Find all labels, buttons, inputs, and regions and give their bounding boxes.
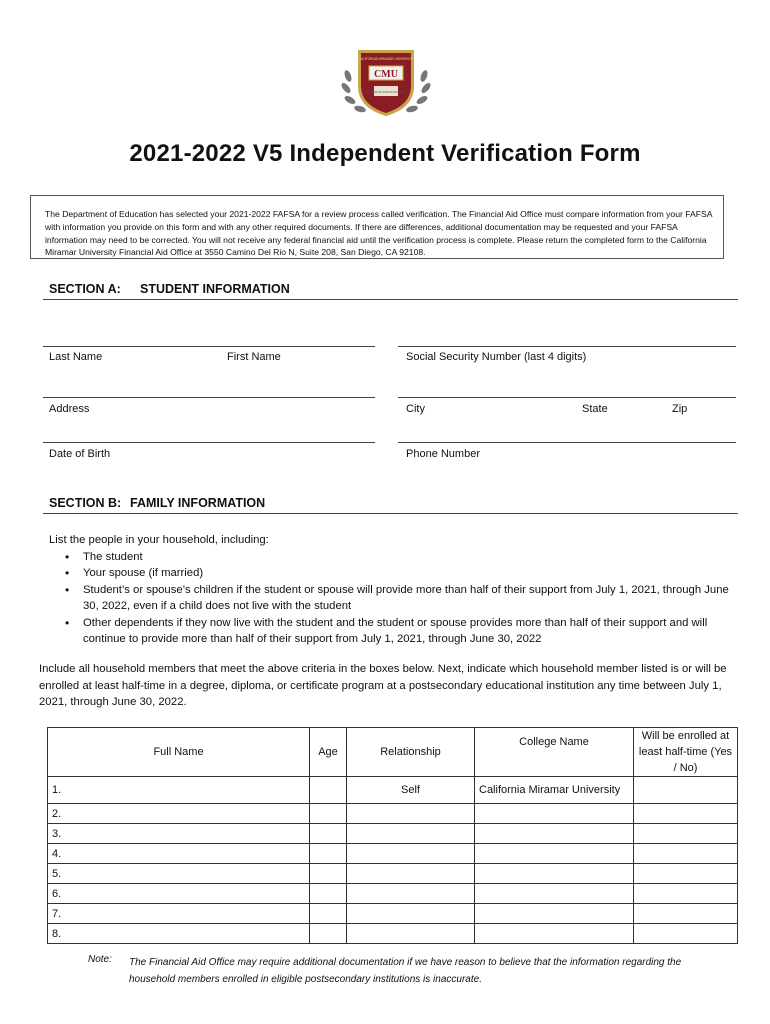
first-name-label: First Name [227,351,281,363]
table-row [48,824,738,844]
num-cell[interactable]: 8. [48,924,310,944]
section-a-rule [43,299,738,300]
phone-line[interactable] [398,442,736,443]
list-item: • Other dependents if they now live with the student and the student or spouse provides more than half of their support and will continue to provide more than half of their support from July 1, 2021, through June 30, 2022 [49,615,739,648]
col-enrolled: Will be enrolled at least half-time (Yes / No) [634,728,738,777]
table-row [48,884,738,904]
household-list [49,532,739,648]
age-cell[interactable] [310,864,347,884]
college-cell[interactable] [475,884,634,904]
relationship-cell[interactable] [347,804,475,824]
relationship-cell[interactable] [347,924,475,944]
last-name-label: Last Name [49,351,103,363]
household-table [47,727,738,944]
section-a-label: SECTION A: [49,282,121,296]
relationship-cell[interactable] [347,824,475,844]
col-relationship: Relationship [347,728,475,777]
name-line[interactable] [43,346,375,347]
university-logo [336,46,436,118]
num-cell[interactable]: 4. [48,844,310,864]
age-cell[interactable] [310,804,347,824]
list-item: • The student [49,549,739,566]
enrolled-cell[interactable] [634,904,738,924]
age-cell[interactable] [310,884,347,904]
relationship-cell[interactable] [347,864,475,884]
enrolled-cell[interactable] [634,824,738,844]
section-b-rule [43,513,738,514]
ssn-label: Social Security Number (last 4 digits) [406,351,587,363]
num-cell[interactable]: 1. [48,777,310,804]
age-cell[interactable] [310,904,347,924]
col-full-name: Full Name [48,728,310,777]
relationship-cell[interactable] [347,904,475,924]
page-title: 2021-2022 V5 Independent Verification Form [129,140,641,167]
enrolled-cell[interactable] [634,884,738,904]
age-cell[interactable] [310,844,347,864]
phone-label: Phone Number [406,448,480,460]
enrolled-cell[interactable] [634,844,738,864]
college-cell[interactable] [475,904,634,924]
age-cell[interactable] [310,824,347,844]
table-row [48,924,738,944]
note-text: The Financial Aid Office may require additional documentation if we have reason to believe that the information regarding the household members enrolled in eligible postsecondary institutions is inaccurate. [129,957,682,985]
table-row [48,777,738,804]
enrolled-cell[interactable] [634,864,738,884]
city-label: City [406,403,425,415]
intro-box: The Department of Education has selected your 2021-2022 FAFSA for a review process called verification. The Financial Aid Office must compare information from your FAFSA with information you provide on this form and with any other required documents. If there are differences, additional documentation may be requested and your FAFSA information may need to be corrected. You will not receive any federal financial aid until the verification process is complete. Please return the completed form to the California Miramar University Financial Aid Office at 3550 Camino Del Rio N, Suite 208, San Diego, CA 92108. [30,195,724,259]
table-row [48,864,738,884]
dob-line[interactable] [43,442,375,443]
logo-initials: CMU [374,69,398,80]
college-cell[interactable] [475,824,634,844]
table-row [48,904,738,924]
college-cell[interactable] [475,804,634,824]
section-b-title: FAMILY INFORMATION [130,496,266,510]
enrolled-cell[interactable] [634,804,738,824]
num-cell[interactable]: 2. [48,804,310,824]
college-cell[interactable]: California Miramar University [475,777,634,804]
col-college: College Name [475,728,634,777]
logo-top-text: CALIFORNIA MIRAMAR UNIVERSITY [358,57,414,61]
instructions-paragraph: Include all household members that meet the above criteria in the boxes below. Next, indicate which household member listed is or will be enrolled at least half-time in a degree, diploma, or certificate program at a postsecondary educational institution any time between July 1, 2021, through June 30, 2022. [39,663,727,709]
zip-label: Zip [672,403,688,415]
enrolled-cell[interactable] [634,924,738,944]
list-intro: List the people in your household, including: [49,534,269,546]
age-cell[interactable] [310,777,347,804]
note-label: Note: [88,954,112,965]
city-state-zip-line[interactable] [398,397,736,398]
section-a-title: STUDENT INFORMATION [140,282,290,296]
list-item: • Your spouse (if married) [49,565,739,582]
college-cell[interactable] [475,924,634,944]
list-item: • Student’s or spouse’s children if the student or spouse will provide more than half of their support from July 1, 2021, through June 30, 2022, even if a child does not live with the student [49,582,739,615]
state-label: State [582,403,608,415]
ssn-line[interactable] [398,346,736,347]
address-line[interactable] [43,397,375,398]
num-cell[interactable]: 5. [48,864,310,884]
logo-bottom-text: EDUCATION INNOVATION 1997 [366,91,406,94]
age-cell[interactable] [310,924,347,944]
college-cell[interactable] [475,844,634,864]
relationship-cell[interactable] [347,884,475,904]
college-cell[interactable] [475,864,634,884]
num-cell[interactable]: 3. [48,824,310,844]
num-cell[interactable]: 6. [48,884,310,904]
col-age: Age [310,728,347,777]
dob-label: Date of Birth [49,448,111,460]
num-cell[interactable]: 7. [48,904,310,924]
table-row [48,804,738,824]
enrolled-cell[interactable] [634,777,738,804]
relationship-cell[interactable]: Self [347,777,475,804]
section-b-label: SECTION B: [49,496,122,510]
table-row [48,844,738,864]
household-bullets [49,549,739,648]
address-label: Address [49,403,90,415]
relationship-cell[interactable] [347,844,475,864]
